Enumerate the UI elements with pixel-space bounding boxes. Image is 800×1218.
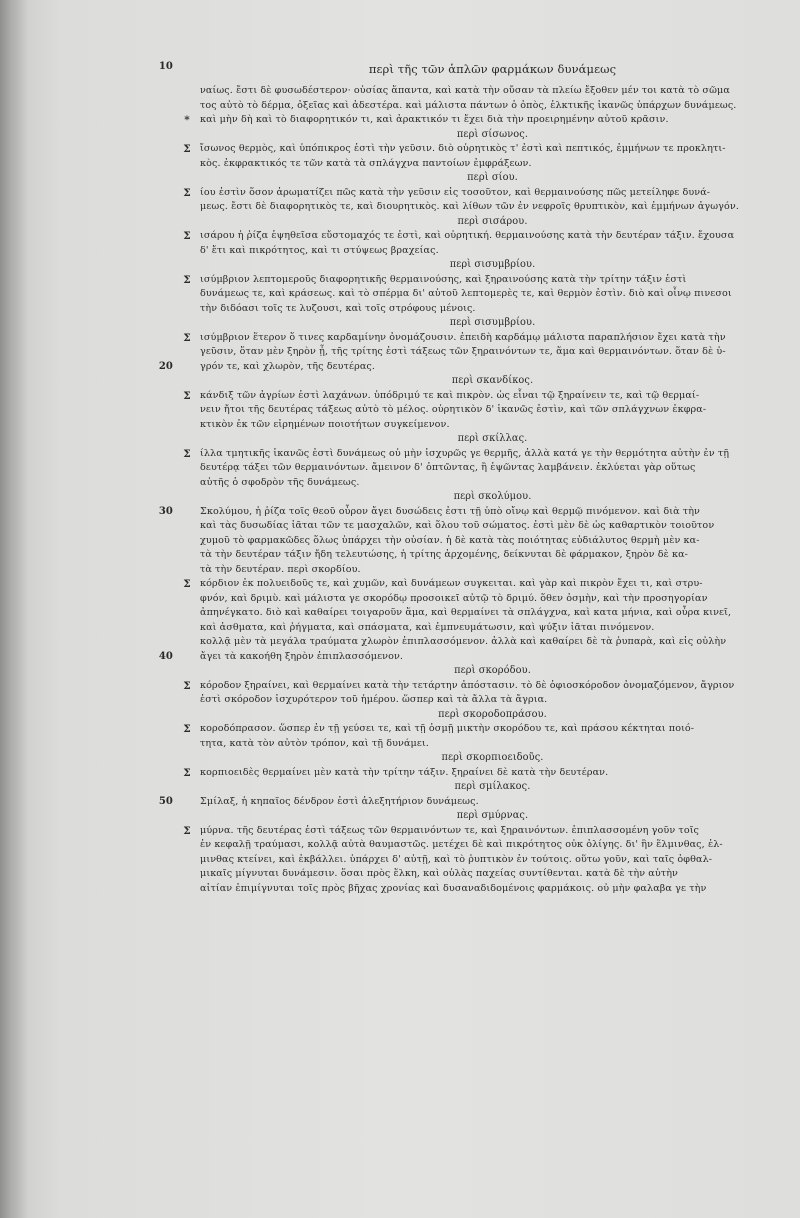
text-line <box>200 418 785 433</box>
text-line <box>158 505 785 520</box>
line-text: κόρδιον ἐκ πολυειδοῦς τε, καὶ χυμῶν, καὶ δυνάμεων συγκειται. καὶ γὰρ καὶ πικρὸν ἔχει τι, καὶ στρυ- <box>200 578 703 589</box>
line-text: περὶ σίου. <box>467 172 518 183</box>
text-line <box>200 287 785 302</box>
text-line <box>200 563 785 578</box>
section-heading <box>200 316 785 331</box>
line-text: αὐτῆς ὁ σφοδρὸν τῆς δυνάμεως. <box>200 476 360 488</box>
text-line <box>200 461 785 476</box>
line-text: περὶ σισυμβρίου. <box>449 317 536 328</box>
line-text: ισύμβριον λεπτομεροῦς διαφορητικῆς θερμαινούσης, καὶ ξηραινούσης κατὰ τὴν τρίτην τάξιν ἐστὶ <box>200 273 687 285</box>
text-line <box>183 142 785 157</box>
text-line <box>200 621 785 636</box>
text-line <box>200 693 785 708</box>
line-text: περὶ σισυμβρίου. <box>449 259 536 270</box>
running-head: περὶ τῆς τῶν ἁπλῶν φαρμάκων δυνάμεως <box>368 62 617 76</box>
text-line <box>183 824 785 839</box>
text-line <box>200 737 785 752</box>
line-text: κάνδιξ τῶν ἀγρίων ἐστὶ λαχάνων. ὑπόδριμύ τε καὶ πικρὸν. ὡς εἶναι τῷ ξηραίνειν τε, καὶ τῷ θερμαί- <box>200 389 700 401</box>
section-heading <box>200 780 785 795</box>
text-line <box>183 389 785 404</box>
line-text: περὶ σκίλλας. <box>457 433 528 444</box>
initial-marker: Σ <box>183 766 191 779</box>
line-text: ισάρου ἡ ῥίζα ἑψηθεῖσα εὔστομαχός τε ἐστὶ, καὶ οὐρητική. θερμαινούσης κατὰ τὴν δευτέραν τάξιν. ἔχουσα <box>200 230 735 241</box>
line-text: καὶ ἀσθματα, καὶ ῥήγματα, καὶ σπάσματα, καὶ ἐμπνευμάτωσιν, καὶ ψύξιν ἰᾶται πινόμενον. <box>200 621 655 633</box>
line-text: γρόν τε, καὶ χλωρὸν, τῆς δευτέρας. <box>200 360 376 372</box>
section-heading <box>200 128 785 143</box>
line-text: μικαῖς μίγνυται δυνάμεσιν. ὅσαι πρὸς ἕλκη, καὶ οὐλὰς παχείας συντίθενται. κατὰ δὲ τὴν αὐτὴν <box>200 868 678 879</box>
text-line <box>200 548 785 563</box>
line-text: νειν ἤτοι τῆς δευτέρας τάξεως αὐτὸ τὸ μέλος. οὐρητικὸν δ' ἱκανῶς ἐστὶν, καὶ τῶν σπλάγχνων ἐκφρα- <box>200 404 707 415</box>
text-line <box>200 345 785 360</box>
line-text: καὶ τὰς δυσωδίας ἰᾶται τῶν τε μασχαλῶν, καὶ ὅλου τοῦ σώματος. ἐστὶ μὲν δὲ ὡς καθαρτικὸν τοιοῦτον <box>200 520 715 531</box>
line-text: δυνάμεως τε, καὶ κράσεως. καὶ τὸ σπέρμα δι' αὐτοῦ λεπτομερὲς τε, καὶ θερμὸν ἐστὶν. διὸ καὶ οἶνῳ πινεσοι <box>200 288 732 299</box>
line-text: τὴν διδόασι τοῖς τε λυζουσι, καὶ τοῖς στρόφους μένοις. <box>200 302 476 314</box>
initial-marker: Σ <box>183 186 191 199</box>
line-text: ναίως. ἔστι δὲ φυσωδέστερον· οὐσίας ἅπαντα, καὶ κατὰ τὴν οὔσαν τὰ πλείω ἔξοθεν μέν τοι κατὰ τὸ σῶμα <box>200 85 730 96</box>
line-text: τὰ τὴν δευτέραν τάξιν ἤδη τελευτώσης, ἡ τρίτης ἀρχομένης, δείκνυται δὲ φάρμακον, ξηρὸν δὲ κα- <box>200 549 688 560</box>
text-line <box>183 766 785 781</box>
initial-marker: Σ <box>183 723 191 735</box>
section-heading <box>200 809 785 824</box>
line-text: μεως. ἔστι δὲ διαφορητικὸς τε, καὶ διουρητικὸς. καὶ λίθων τῶν ἐν νεφροῖς θρυπτικὸν, καὶ ἐμμήνων ἀγωγόν. <box>200 201 739 212</box>
line-text: Σκολύμου, ἡ ῥίζα τοῖς θεοῦ οὖρον ἄγει δυσώδεις ἐστι τῇ ὑπὸ οἴνῳ καὶ θερμῷ πινόμενον. καὶ διὰ τὴν <box>200 505 700 517</box>
line-number: 30 <box>158 505 173 517</box>
text-line <box>200 867 785 882</box>
line-text: χυμοῦ τὸ φαρμακῶδες ὅλως ὑπάρχει τὴν οὐσίαν. ἡ δὲ κατὰ τὰς ποιότητας εὐδιάλυτος θερμὴ μὲν κα- <box>200 534 700 546</box>
line-text: τὰ τὴν δευτέραν. περὶ σκορδίου. <box>200 563 361 575</box>
text-line <box>183 331 785 346</box>
line-text: μύρνα. τῆς δευτέρας ἐστὶ τάξεως τῶν θερμαινόντων τε, καὶ ξηραινόντων. ἐπιπλασσομένη γοῦν τοῖς <box>200 824 700 836</box>
text-block <box>158 60 785 896</box>
line-text: μινθας κτείνει, καὶ ἐκβάλλει. ὑπάρχει δ' αὐτῇ, καὶ τὸ ῥυπτικὸν ἐν τούτοις. οὕτω γοῦν, καὶ ταῖς ὀφθαλ- <box>200 853 713 865</box>
text-line <box>200 882 785 897</box>
line-text: γεῦσιν, ὅταν μὲν ξηρὸν ᾖ, τῆς τρίτης ἐστὶ τάξεως τῶν ξηραινόντων τε, ἅμα καὶ θερμαινόντων. ὅταν δὲ ὑ- <box>200 346 726 357</box>
line-text: κόροδον ξηραίνει, καὶ θερμαίνει κατὰ τὴν τετάρτην ἀπόστασιν. τὸ δὲ ὀφιοσκόροδον ὀνομαζόμενον, ἄγριον <box>200 679 735 691</box>
section-heading <box>200 751 785 766</box>
text-line <box>158 650 785 665</box>
line-text: ἐν κεφαλῇ τραύμασι, κολλᾷ αὐτὰ θαυμαστῶς. μετέχει δὲ καὶ πικρότητος οὐκ ὀλίγης. δι' ἣν ἕλμινθας, ἐλ- <box>200 839 723 850</box>
initial-marker: Σ <box>183 578 191 590</box>
line-number: 40 <box>158 650 173 662</box>
initial-marker: Σ <box>183 273 191 286</box>
line-text: καὶ μὴν δὴ καὶ τὸ διαφορητικόν τι, καὶ ἀρακτικόν τι ἔχει διὰ τὴν προειρημένην αὐτοῦ κρᾶσιν. <box>200 114 669 125</box>
line-text: αἰτίαν ἐπιμίγνυται τοῖς πρὸς βῆχας χρονίας καὶ δυσαναδιδομένοις φαρμάκοις. οὐ μὴν φαλαβα γε τὴν <box>200 882 707 894</box>
initial-marker: Σ <box>183 447 191 460</box>
line-text: ίλλα τμητικῆς ἱκανῶς ἐστὶ δυνάμεως οὐ μὴν ἱσχυρῶς γε θερμῆς, ἀλλὰ κατά γε τὴν θερμότητα αὐτὴν ἐν τῇ <box>200 447 730 459</box>
line-text: Σμίλαξ, ἡ κηπαῖος δένδρον ἐστὶ ἀλεξητήριον δυνάμεως. <box>200 795 479 807</box>
line-text: περὶ σκοροδοπράσου. <box>438 708 547 720</box>
text-line <box>183 679 785 694</box>
text-line <box>200 476 785 491</box>
line-number: 50 <box>158 795 173 807</box>
page-gutter-shadow <box>0 0 28 1218</box>
initial-marker: Σ <box>183 679 191 692</box>
line-number: 10 <box>158 61 173 72</box>
text-line <box>200 244 785 259</box>
text-line <box>200 84 785 99</box>
text-line <box>200 519 785 534</box>
section-heading <box>200 374 785 389</box>
line-text: κὸς. ἐκφρακτικός τε τῶν κατὰ τὰ σπλάγχνα παντοίων ἐμφράξεων. <box>200 157 532 169</box>
text-line <box>200 403 785 418</box>
line-text: περὶ σκολύμου. <box>453 491 532 502</box>
line-text: ἴσωνος θερμὸς, καὶ ὑπόπικρος ἐστὶ τὴν γεῦσιν. διὸ οὐρητικὸς τ' ἐστὶ καὶ πεπτικός, ἐμμήνων τε προκλητι- <box>200 143 726 154</box>
text-line <box>158 360 785 375</box>
line-text: δ' ἔτι καὶ πικρότητος, καὶ τι στύψεως βραχείας. <box>200 244 439 256</box>
line-text: περὶ σμύρνας. <box>456 810 529 821</box>
initial-marker: Σ <box>183 331 191 344</box>
text-line <box>183 577 785 592</box>
text-line <box>200 157 785 172</box>
text-line <box>200 853 785 868</box>
text-line <box>200 302 785 317</box>
section-heading <box>200 432 785 447</box>
initial-marker: Σ <box>183 143 191 155</box>
line-text: κορπιοειδὲς θερμαίνει μὲν κατὰ τὴν τρίτην τάξιν. ξηραίνει δὲ κατὰ τὴν δευτέραν. <box>200 766 609 778</box>
line-text: περὶ σμίλακος. <box>454 781 531 792</box>
initial-marker: Σ <box>183 389 191 402</box>
line-text: τητα, κατὰ τὸν αὐτὸν τρόπον, καὶ τῇ δυνάμει. <box>200 737 429 749</box>
text-line <box>200 200 785 215</box>
text-line <box>183 273 785 288</box>
initial-marker: Σ <box>183 824 191 837</box>
text-line <box>200 635 785 650</box>
line-text: κτικὸν ἐκ τῶν εἰρημένων ποιοτήτων συγκείμενον. <box>200 418 450 430</box>
section-heading <box>200 490 785 505</box>
text-line <box>200 99 785 114</box>
line-text: ἐστὶ σκόροδον ἰσχυρότερον τοῦ ἡμέρου. ὥσπερ καὶ τὰ ἄλλα τὰ ἄγρια. <box>200 694 548 705</box>
line-text: ἀπηνέγκατο. διὸ καὶ καθαίρει τοιγαροῦν ἅμα, καὶ θερμαίνει τὰ σπλάγχνα, καὶ κατα μήνια, καὶ οὖρα κινεῖ, <box>200 607 732 618</box>
line-text: περὶ σκορόδου. <box>454 665 531 676</box>
text-line <box>158 795 785 810</box>
section-heading <box>200 258 785 273</box>
text-line <box>184 113 785 128</box>
line-number: 20 <box>158 360 173 372</box>
text-line <box>183 186 785 201</box>
line-text: ισύμβριον ἕτερον ὅ τινες καρδαμίνην ὀνομάζουσιν. ἐπειδὴ καρδάμῳ μάλιστα παραπλήσιον ἔχει κατὰ τὴν <box>200 331 726 343</box>
line-text: περὶ σισάρου. <box>457 215 528 227</box>
initial-marker: Σ <box>183 230 191 242</box>
text-line <box>200 606 785 621</box>
line-text: περὶ σκορπιοειδοῦς. <box>441 752 544 763</box>
text-line <box>200 838 785 853</box>
text-line <box>200 534 785 549</box>
line-text: περὶ σίσωνος. <box>456 128 529 140</box>
text-line <box>183 229 785 244</box>
text-line <box>183 447 785 462</box>
text-line <box>200 592 785 607</box>
line-text: τος αὐτὸ τὸ δέρμα, ὀξεῖας καὶ ἀδεστέρα. καὶ μάλιστα πάντων ὁ ὀπὸς, ἑλκτικῆς ἱκανῶς ὑπάρχων δυνάμεως. <box>200 99 737 111</box>
line-text: δευτέρᾳ τάξει τῶν θερμαινόντων. ἄμεινον δ' ὀπτῶντας, ἢ ἑψῶντας λαμβάνειν. ἐκλύεται γὰρ οὕτως <box>200 462 696 473</box>
line-text: κοροδόπρασον. ὥσπερ ἐν τῇ γεύσει τε, καὶ τῇ ὀσμῇ μικτὴν σκορόδου τε, καὶ πράσου κέκτηται ποιό- <box>200 723 695 734</box>
section-heading <box>200 664 785 679</box>
line-text: φνόν, καὶ δριμὺ. καὶ μάλιστα γε σκορόδῳ προσοικεῖ αὐτῷ τὸ δριμύ. ὅθεν ὀσμὴν, καὶ τὴν προσηγορίαν <box>200 592 708 604</box>
line-text: ίου ἐστὶν ὅσον ἀρωματίζει πῶς κατὰ τὴν γεῦσιν εἰς τοσοῦτον, καὶ θερμαινούσης πῶς μετείληφε δυνά- <box>200 186 711 198</box>
line-text: περὶ σκανδίκος. <box>451 375 534 386</box>
section-heading <box>200 708 785 723</box>
initial-marker: * <box>184 114 190 126</box>
text-line <box>183 722 785 737</box>
line-text: ἄγει τὰ κακοήθη ξηρὸν ἐπιπλασσόμενον. <box>200 650 404 662</box>
section-heading <box>200 171 785 186</box>
line-text: κολλᾷ μὲν τὰ μεγάλα τραύματα χλωρὸν ἐπιπλασσόμενον. ἀλλὰ καὶ καθαίρει δὲ τὰ ῥυπαρὰ, καὶ εἰς οὐλὴν <box>200 636 727 647</box>
